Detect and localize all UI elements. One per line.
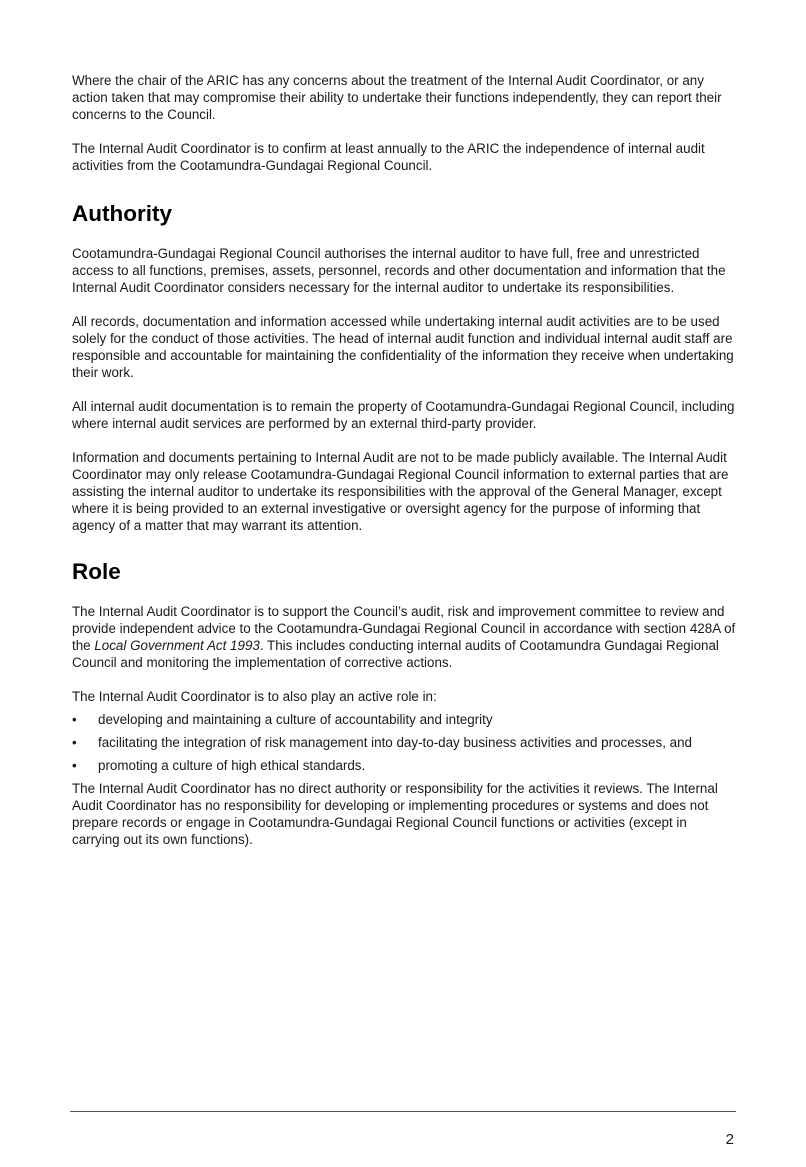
role-paragraph-3: The Internal Audit Coordinator has no direct authority or responsibility for the activities it reviews. The Internal Audit Coordinator has no responsibility for developing or implementing procedures or systems and does not prepare records or engage in Cootamundra-Gundagai Regional Council functions or activities (except in carrying out its own functions).	[72, 781, 718, 847]
role-heading: Role	[72, 559, 121, 584]
bullet-icon: •	[72, 712, 77, 727]
role-bullet-list	[72, 711, 736, 774]
list-item-text: developing and maintaining a culture of accountability and integrity	[98, 712, 493, 727]
list-item-text: facilitating the integration of risk management into day-to-day business activities and processes, and	[98, 735, 692, 750]
authority-heading: Authority	[72, 201, 172, 226]
authority-paragraph-3: All internal audit documentation is to remain the property of Cootamundra-Gundagai Regional Council, including where internal audit services are performed by an external third-party provider.	[72, 399, 735, 431]
list-item	[72, 734, 736, 751]
list-item-text: promoting a culture of high ethical standards.	[98, 758, 366, 773]
list-item	[72, 711, 736, 728]
page-number: 2	[725, 1131, 734, 1148]
bullet-icon: •	[72, 758, 77, 773]
authority-paragraph-1: Cootamundra-Gundagai Regional Council authorises the internal auditor to have full, free and unrestricted access to all functions, premises, assets, personnel, records and other documentation and information that the Internal Audit Coordinator considers necessary for the internal auditor to undertake its responsibilities.	[72, 246, 726, 295]
document-page	[72, 72, 736, 848]
role-paragraph-1-text-b: . This includes conducting internal audits of Cootamundra Gundagai Regional Council and monitoring the implementation of corrective actions.	[72, 638, 719, 670]
list-item	[72, 757, 736, 774]
role-paragraph-1-text-a: The Internal Audit Coordinator is to support the Council’s audit, risk and improvement committee to review and provide independent advice to the Cootamundra-Gundagai Regional Council in accordance with section 428A of the	[72, 604, 736, 653]
footer-divider	[70, 1111, 736, 1112]
role-paragraph-1	[72, 603, 736, 671]
bullet-icon: •	[72, 735, 77, 750]
role-paragraph-2: The Internal Audit Coordinator is to also play an active role in:	[72, 689, 437, 704]
authority-paragraph-2: All records, documentation and information accessed while undertaking internal audit activities are to be used solely for the conduct of those activities. The head of internal audit function and individual internal audit staff are responsible and accountable for maintaining the confidentiality of the information they receive when undertaking their work.	[72, 314, 734, 380]
authority-paragraph-4: Information and documents pertaining to Internal Audit are not to be made publicly available. The Internal Audit Coordinator may only release Cootamundra-Gundagai Regional Council information to external parties that are assisting the internal auditor to undertake its responsibilities with the approval of the General Manager, except where it is being provided to an external investigative or oversight agency for the purpose of informing that agency of a matter that may warrant its attention.	[72, 450, 729, 533]
act-title: Local Government Act 1993	[94, 638, 260, 653]
intro-paragraph-2: The Internal Audit Coordinator is to confirm at least annually to the ARIC the independence of internal audit activities from the Cootamundra-Gundagai Regional Council.	[72, 141, 705, 173]
intro-paragraph-1: Where the chair of the ARIC has any concerns about the treatment of the Internal Audit Coordinator, or any action taken that may compromise their ability to undertake their functions independently, they can report their concerns to the Council.	[72, 73, 722, 122]
